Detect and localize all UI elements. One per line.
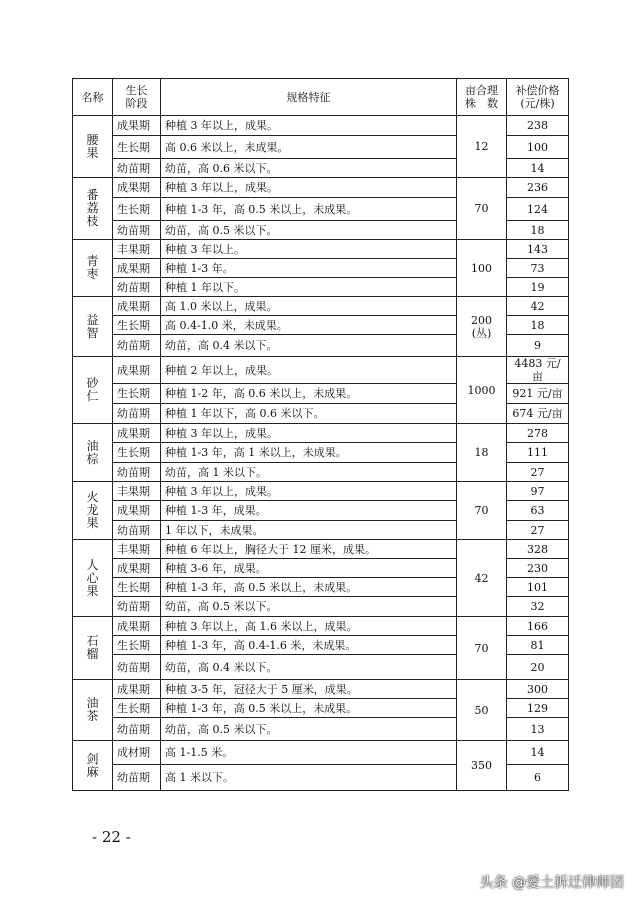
plant-name-cell: 腰 果 <box>73 116 113 178</box>
growth-stage-cell: 成果期 <box>113 424 161 443</box>
plant-name-cell: 砂 仁 <box>73 357 113 424</box>
growth-stage-cell: 成材期 <box>113 741 161 765</box>
watermark: 头条 @爱土拆迁律师团 <box>479 875 624 891</box>
spec-cell: 幼苗，高 0.4 米以下。 <box>161 335 457 357</box>
spec-cell: 幼苗，高 1 米以下。 <box>161 463 457 482</box>
spec-cell: 种植 1-3 年，高 1 米以上，未成果。 <box>161 443 457 463</box>
price-cell: 18 <box>507 221 569 240</box>
price-cell: 300 <box>507 680 569 699</box>
price-cell: 236 <box>507 178 569 198</box>
growth-stage-cell: 丰果期 <box>113 540 161 559</box>
growth-stage-cell: 幼苗期 <box>113 718 161 741</box>
table-row <box>73 617 569 636</box>
growth-stage-cell: 成果期 <box>113 617 161 636</box>
spec-cell: 种植 1-3 年，高 0.5 米以上，未成果。 <box>161 699 457 718</box>
price-cell: 13 <box>507 718 569 741</box>
header-price: 补偿价格 (元/株) <box>507 79 569 116</box>
growth-stage-cell: 幼苗期 <box>113 159 161 178</box>
growth-stage-cell: 成果期 <box>113 116 161 136</box>
spec-cell: 种植 3 年以上，成果。 <box>161 116 457 136</box>
price-cell: 124 <box>507 198 569 221</box>
price-cell: 32 <box>507 597 569 617</box>
spec-cell: 高 0.4-1.0 米，未成果。 <box>161 316 457 335</box>
spec-cell: 种植 3 年以上，成果。 <box>161 178 457 198</box>
price-cell: 81 <box>507 636 569 655</box>
table-row <box>73 540 569 559</box>
table-row <box>73 482 569 501</box>
price-cell: 111 <box>507 443 569 463</box>
spec-cell: 种植 1-3 年，高 0.5 米以上，未成果。 <box>161 578 457 597</box>
spec-cell: 种植 1-3 年，高 0.5 米以上，未成果。 <box>161 198 457 221</box>
price-cell: 19 <box>507 278 569 297</box>
density-cell: 42 <box>457 540 507 617</box>
price-cell: 278 <box>507 424 569 443</box>
plant-name-cell: 火 龙 果 <box>73 482 113 540</box>
plant-name-cell: 油 棕 <box>73 424 113 482</box>
price-cell: 97 <box>507 482 569 501</box>
table-row <box>73 297 569 316</box>
price-cell: 18 <box>507 316 569 335</box>
price-cell: 14 <box>507 741 569 765</box>
density-cell: 12 <box>457 116 507 178</box>
header-stage: 生长 阶段 <box>113 79 161 116</box>
spec-cell: 高 1.0 米以上，成果。 <box>161 297 457 316</box>
growth-stage-cell: 成果期 <box>113 259 161 278</box>
growth-stage-cell: 成果期 <box>113 680 161 699</box>
density-cell: 70 <box>457 617 507 680</box>
price-cell: 20 <box>507 655 569 680</box>
growth-stage-cell: 成果期 <box>113 501 161 521</box>
growth-stage-cell: 幼苗期 <box>113 278 161 297</box>
growth-stage-cell: 幼苗期 <box>113 335 161 357</box>
growth-stage-cell: 生长期 <box>113 578 161 597</box>
plant-name-cell: 人 心 果 <box>73 540 113 617</box>
price-cell: 921 元/亩 <box>507 384 569 404</box>
density-cell: 100 <box>457 240 507 297</box>
header-name: 名称 <box>73 79 113 116</box>
spec-cell: 种植 1 年以下，高 0.6 米以下。 <box>161 404 457 424</box>
growth-stage-cell: 生长期 <box>113 198 161 221</box>
growth-stage-cell: 成果期 <box>113 178 161 198</box>
spec-cell: 种植 3 年以上，高 1.6 米以上，成果。 <box>161 617 457 636</box>
growth-stage-cell: 幼苗期 <box>113 765 161 791</box>
growth-stage-cell: 成果期 <box>113 559 161 578</box>
plant-name-cell: 番 荔 枝 <box>73 178 113 240</box>
spec-cell: 种植 3-5 年，冠径大于 5 厘米，成果。 <box>161 680 457 699</box>
growth-stage-cell: 幼苗期 <box>113 463 161 482</box>
header-spec: 规格特征 <box>161 79 457 116</box>
table-row <box>73 357 569 384</box>
price-cell: 166 <box>507 617 569 636</box>
price-cell: 27 <box>507 521 569 540</box>
growth-stage-cell: 生长期 <box>113 699 161 718</box>
spec-cell: 高 0.6 米以上，未成果。 <box>161 136 457 159</box>
growth-stage-cell: 成果期 <box>113 297 161 316</box>
table-row <box>73 680 569 699</box>
price-cell: 129 <box>507 699 569 718</box>
price-cell: 328 <box>507 540 569 559</box>
spec-cell: 幼苗，高 0.5 米以下。 <box>161 718 457 741</box>
price-cell: 6 <box>507 765 569 791</box>
table-row <box>73 424 569 443</box>
plant-name-cell: 益 智 <box>73 297 113 357</box>
spec-cell: 种植 2 年以上，成果。 <box>161 357 457 384</box>
density-cell: 70 <box>457 178 507 240</box>
price-cell: 27 <box>507 463 569 482</box>
price-cell: 4483 元/亩 <box>507 357 569 384</box>
density-cell: 350 <box>457 741 507 791</box>
growth-stage-cell: 幼苗期 <box>113 597 161 617</box>
growth-stage-cell: 生长期 <box>113 316 161 335</box>
density-cell: 50 <box>457 680 507 741</box>
header-density: 亩合理 株 数 <box>457 79 507 116</box>
growth-stage-cell: 丰果期 <box>113 482 161 501</box>
spec-cell: 高 1-1.5 米。 <box>161 741 457 765</box>
table-row <box>73 116 569 136</box>
table-row <box>73 240 569 259</box>
page-number: - 22 - <box>92 828 131 846</box>
price-cell: 674 元/亩 <box>507 404 569 424</box>
density-cell: 1000 <box>457 357 507 424</box>
spec-cell: 1 年以下，未成果。 <box>161 521 457 540</box>
growth-stage-cell: 幼苗期 <box>113 221 161 240</box>
spec-cell: 种植 3 年以上，成果。 <box>161 482 457 501</box>
density-cell: 200 (丛) <box>457 297 507 357</box>
plant-name-cell: 剑 麻 <box>73 741 113 791</box>
price-cell: 63 <box>507 501 569 521</box>
growth-stage-cell: 生长期 <box>113 443 161 463</box>
plant-name-cell: 石 榴 <box>73 617 113 680</box>
spec-cell: 种植 3 年以上，成果。 <box>161 424 457 443</box>
price-cell: 73 <box>507 259 569 278</box>
price-cell: 101 <box>507 578 569 597</box>
growth-stage-cell: 幼苗期 <box>113 655 161 680</box>
spec-cell: 种植 1-3 年，高 0.4-1.6 米，未成果。 <box>161 636 457 655</box>
growth-stage-cell: 幼苗期 <box>113 521 161 540</box>
spec-cell: 种植 1 年以下。 <box>161 278 457 297</box>
growth-stage-cell: 成果期 <box>113 357 161 384</box>
price-cell: 42 <box>507 297 569 316</box>
price-cell: 230 <box>507 559 569 578</box>
price-cell: 143 <box>507 240 569 259</box>
growth-stage-cell: 幼苗期 <box>113 404 161 424</box>
density-cell: 18 <box>457 424 507 482</box>
spec-cell: 高 1 米以下。 <box>161 765 457 791</box>
price-cell: 100 <box>507 136 569 159</box>
price-cell: 9 <box>507 335 569 357</box>
spec-cell: 幼苗，高 0.5 米以下。 <box>161 221 457 240</box>
spec-cell: 种植 1-3 年，成果。 <box>161 501 457 521</box>
spec-cell: 幼苗，高 0.6 米以下。 <box>161 159 457 178</box>
spec-cell: 种植 1-2 年，高 0.6 米以上，未成果。 <box>161 384 457 404</box>
price-cell: 14 <box>507 159 569 178</box>
spec-cell: 种植 6 年以上，胸径大于 12 厘米，成果。 <box>161 540 457 559</box>
growth-stage-cell: 丰果期 <box>113 240 161 259</box>
spec-cell: 幼苗，高 0.5 米以下。 <box>161 597 457 617</box>
table-row <box>73 741 569 765</box>
spec-cell: 种植 1-3 年。 <box>161 259 457 278</box>
density-cell: 70 <box>457 482 507 540</box>
plant-name-cell: 油 茶 <box>73 680 113 741</box>
growth-stage-cell: 生长期 <box>113 384 161 404</box>
growth-stage-cell: 生长期 <box>113 136 161 159</box>
table-header-row <box>73 79 569 116</box>
price-cell: 238 <box>507 116 569 136</box>
growth-stage-cell: 生长期 <box>113 636 161 655</box>
compensation-table <box>72 78 569 791</box>
table-row <box>73 178 569 198</box>
table-body <box>73 116 569 791</box>
spec-cell: 种植 3-6 年，成果。 <box>161 559 457 578</box>
spec-cell: 种植 3 年以上。 <box>161 240 457 259</box>
plant-name-cell: 青 枣 <box>73 240 113 297</box>
spec-cell: 幼苗，高 0.4 米以下。 <box>161 655 457 680</box>
